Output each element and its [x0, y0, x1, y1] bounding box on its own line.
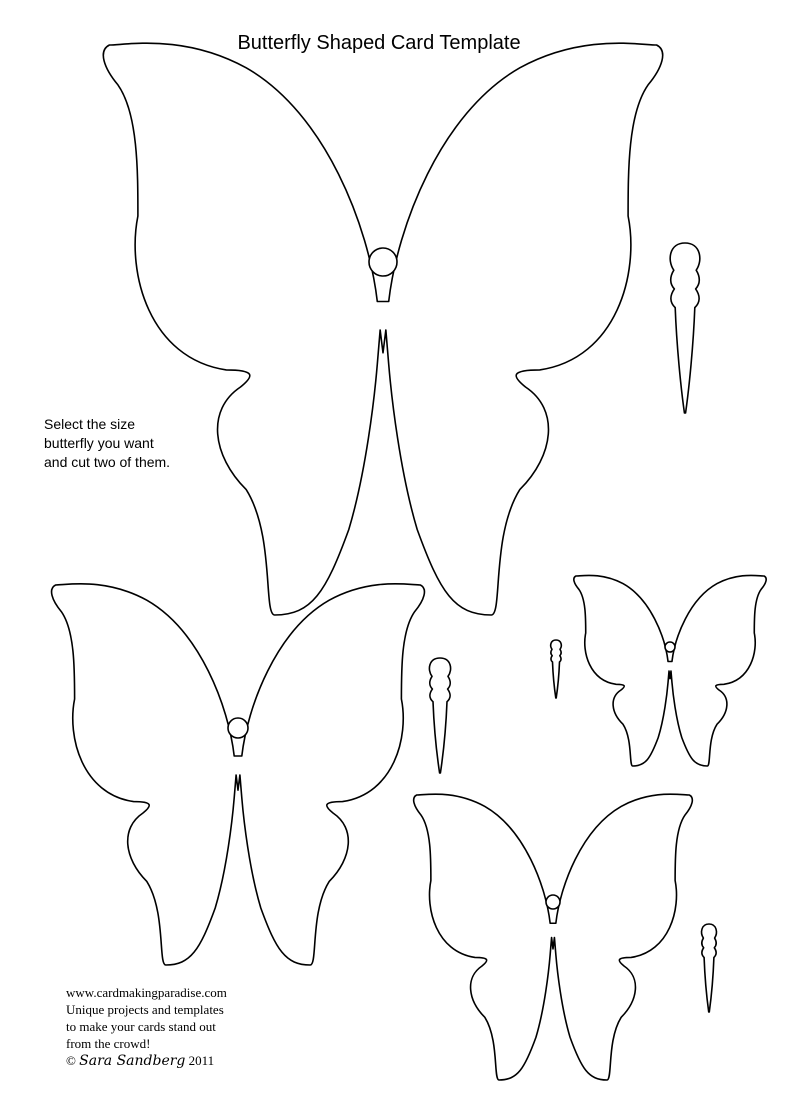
- copyright-line: [66, 1052, 306, 1070]
- butterfly-head-circle: [665, 642, 675, 652]
- butterfly-head-circle: [546, 895, 560, 909]
- butterfly-large-outline: [103, 43, 662, 615]
- tagline-line: to make your cards stand out: [66, 1019, 216, 1034]
- butterfly-small-outline: [574, 575, 766, 766]
- copyright-year: 2011: [188, 1053, 215, 1068]
- instructions-line: butterfly you want: [44, 435, 154, 451]
- butterfly-mid-body: [702, 924, 717, 1012]
- butterfly-medium-outline: [52, 584, 425, 965]
- butterfly-large-body: [670, 243, 700, 413]
- tagline-line: from the crowd!: [66, 1036, 151, 1051]
- page-title: Butterfly Shaped Card Template: [237, 32, 521, 54]
- butterfly-mid-outline: [414, 794, 693, 1080]
- copyright-symbol: ©: [66, 1053, 76, 1068]
- website-link[interactable]: www.cardmakingparadise.com: [66, 985, 227, 1000]
- footer-credits: [66, 984, 306, 1070]
- butterfly-head-circle: [369, 248, 397, 276]
- butterfly-head-circle: [228, 718, 248, 738]
- instructions-line: Select the size: [44, 416, 136, 432]
- butterfly-medium-body: [429, 658, 450, 773]
- author-signature: Sara Sandberg: [79, 1053, 186, 1069]
- instructions-line: and cut two of them.: [44, 454, 171, 470]
- butterfly-small-body: [551, 640, 562, 698]
- tagline-line: Unique projects and templates: [66, 1002, 224, 1017]
